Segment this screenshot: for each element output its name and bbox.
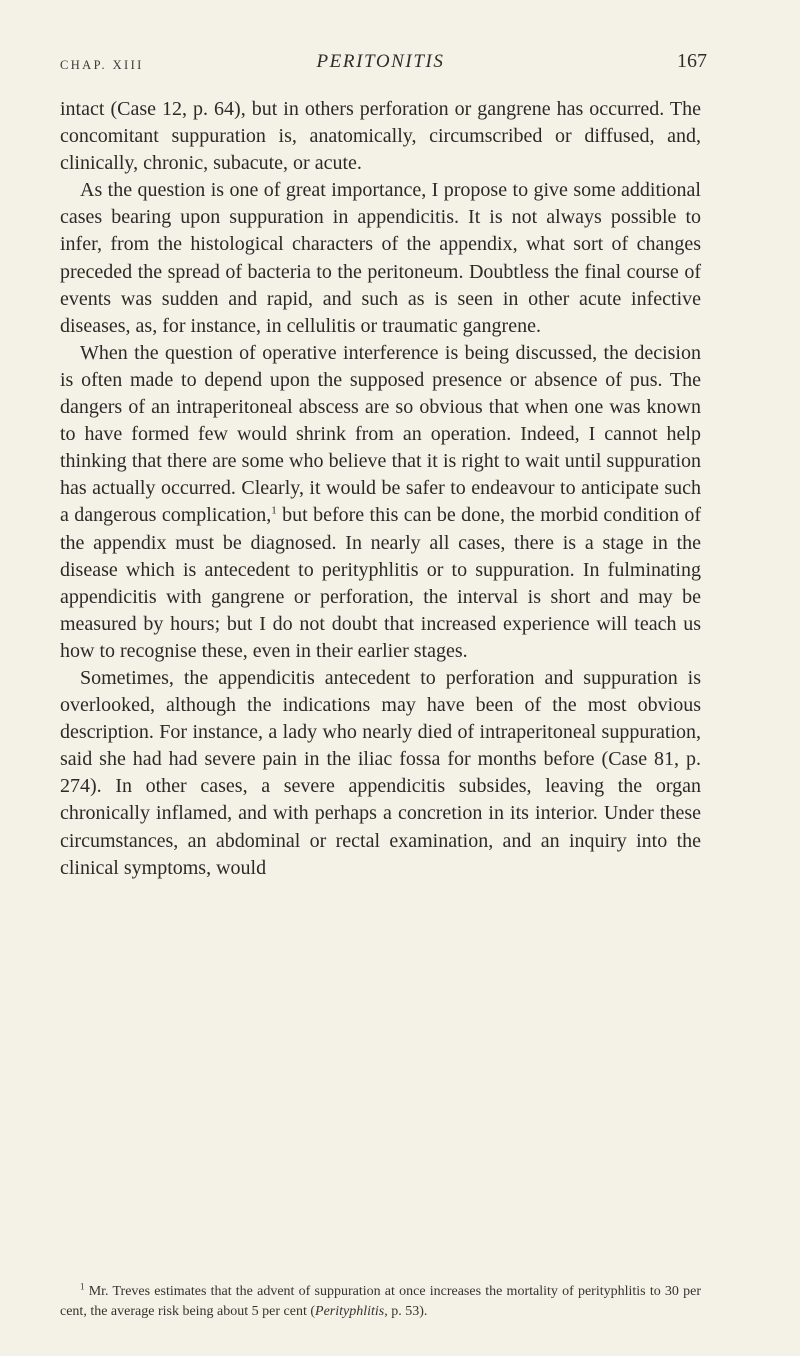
footnote	[60, 1282, 701, 1321]
body-text	[60, 96, 701, 882]
chapter-label: CHAP. XIII	[60, 58, 144, 72]
footnote-text	[60, 1282, 701, 1321]
paragraph-3-text-after-note: but before this can be done, the morbid condition of the appendix must be diagnosed. In nearly all cases, there is a stage in the disease which is antecedent to perityphlitis or to suppuration. In fulminating appendicitis with gangrene or perforation, the interval is short and may be measured by hours; but I do not doubt that increased experience will teach us how to recognise these, even in their earlier stages.	[60, 504, 701, 662]
footnote-citation-page: , p. 53).	[384, 1303, 428, 1319]
page-number: 167	[677, 50, 707, 72]
footnote-cited-title: Perityphlitis	[315, 1303, 385, 1319]
paragraph-1: intact (Case 12, p. 64), but in others perforation or gangrene has occurred. The concomitant suppuration is, anatomically, circumscribed or diffused, and, clinically, chronic, subacute, or acute.	[60, 98, 701, 175]
running-title: PERITONITIS	[316, 51, 445, 72]
paragraph-3-text-before-note: When the question of operative interference is being discussed, the decision is often made to depend upon the supposed presence or absence of pus. The dangers of an intraperitoneal abscess are so obvious that when one was known to have formed few would shrink from an operation. Indeed, I cannot help thinking that there are some who believe that it is right to wait until suppuration has actually occurred. Clearly, it would be safer to endeavour to anticipate such a dangerous complication,	[60, 341, 701, 527]
footnote-body: Mr. Treves estimates that the advent of suppuration at once increases the mortality of perityphlitis to 30 per cent, the average risk being about 5 per cent (	[60, 1284, 701, 1319]
running-head	[60, 50, 707, 80]
paragraph-4: Sometimes, the appendicitis antecedent to perforation and suppuration is overlooked, although the indications may have been of the most obvious description. For instance, a lady who nearly died of intraperitoneal suppuration, said she had had severe pain in the iliac fossa for months before (Case 81, p. 274). In other cases, a severe appendicitis subsides, leaving the organ chronically inflamed, and with perhaps a concretion in its interior. Under these circumstances, an abdominal or rectal examination, and an inquiry into the clinical symptoms, would	[60, 666, 701, 879]
paragraph-2: As the question is one of great importance, I propose to give some additional cases bearing upon suppuration in appendicitis. It is not always possible to infer, from the histological characters of the appendix, what sort of changes preceded the spread of bacteria to the peritoneum. Doubtless the final course of events was sudden and rapid, and such as is seen in other acute infective diseases, as, for instance, in cellulitis or traumatic gangrene.	[60, 179, 701, 337]
footnote-reference-mark: 1	[271, 504, 277, 517]
footnote-mark: 1	[80, 1281, 85, 1292]
paragraph-3	[60, 340, 701, 665]
